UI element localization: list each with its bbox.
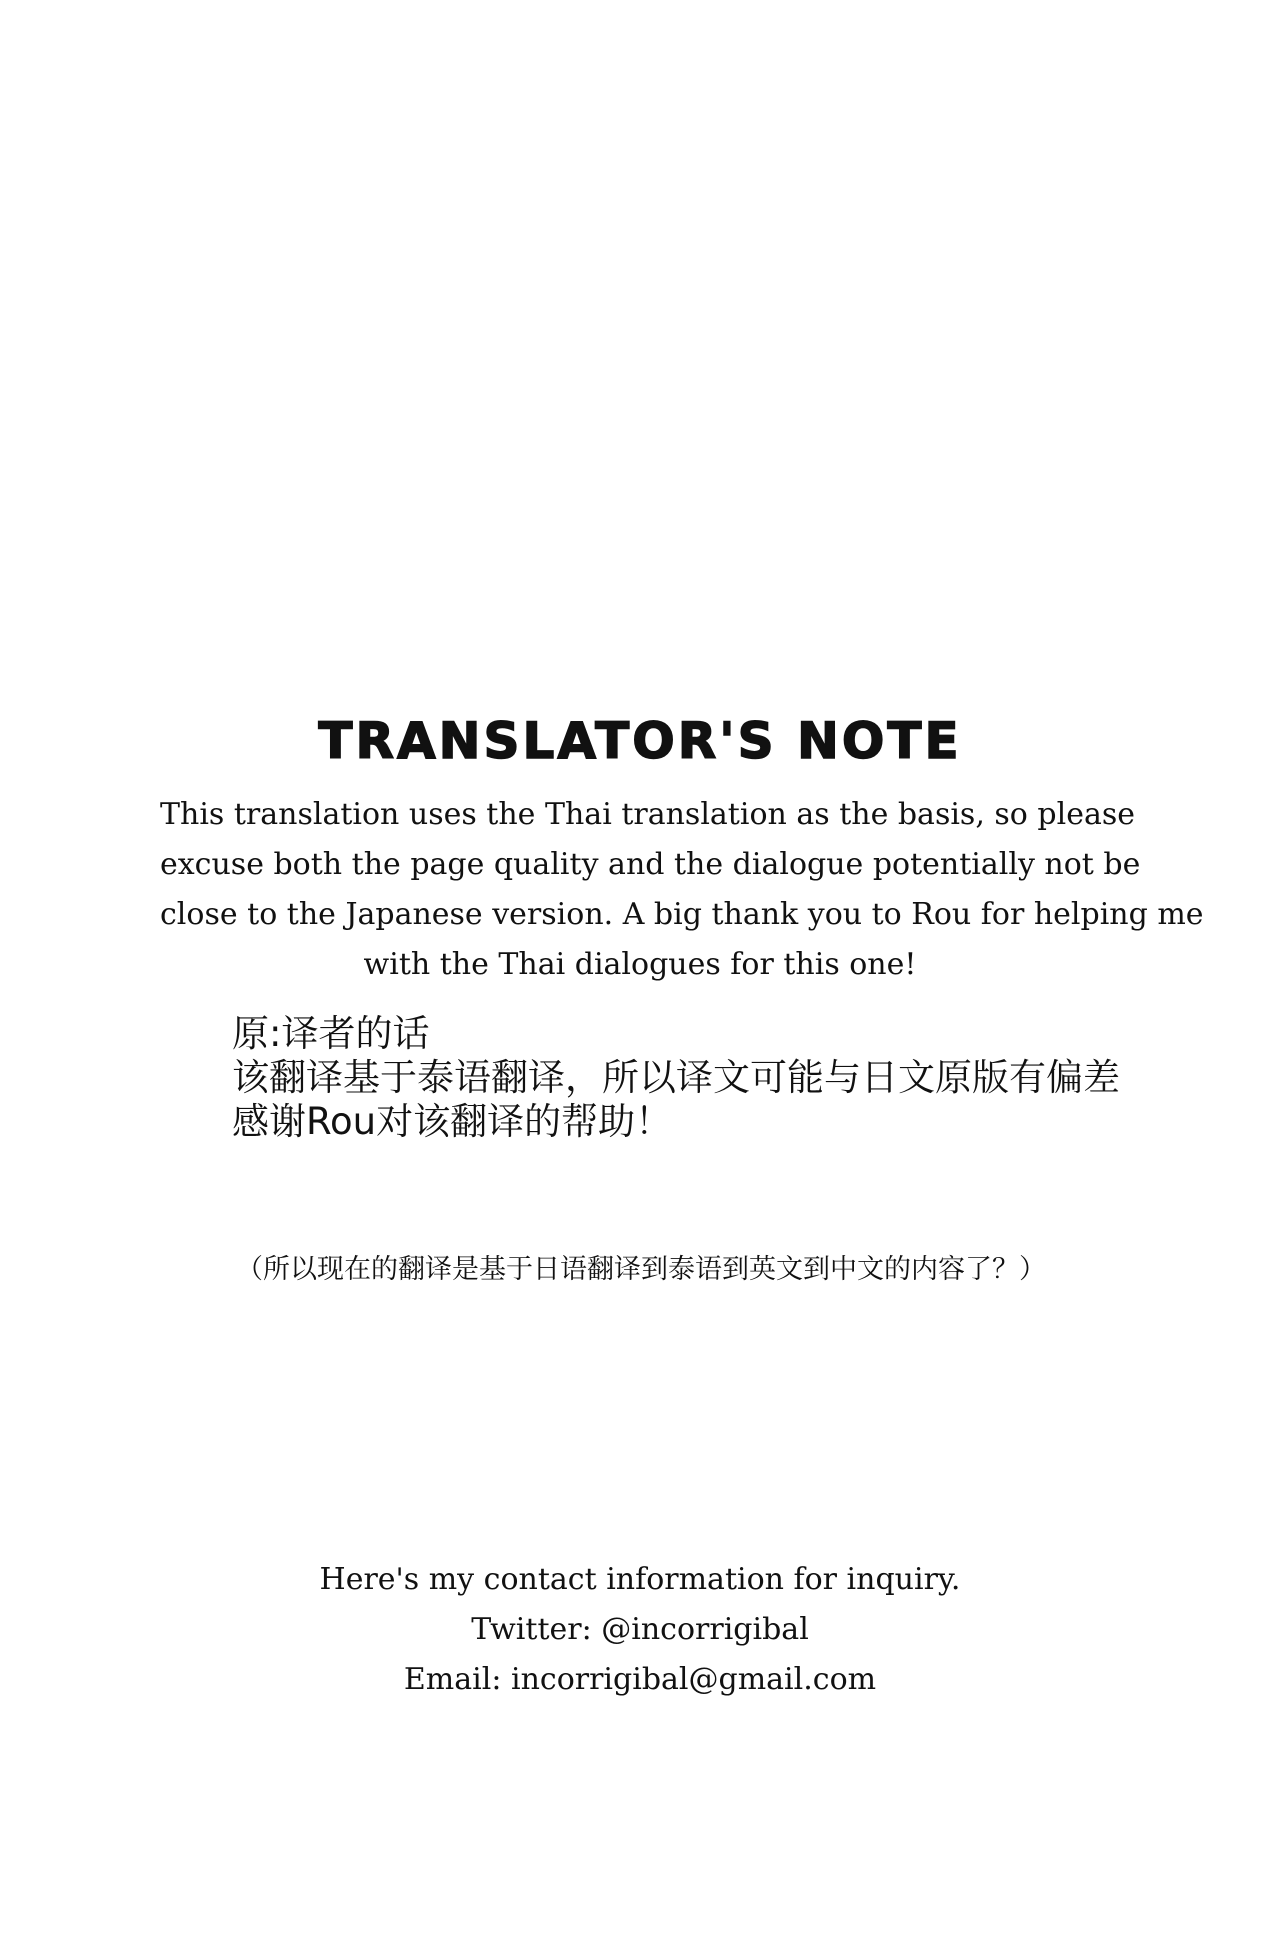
note-line: excuse both the page quality and the dialogue potentially not be: [160, 847, 1141, 882]
note-line: This translation uses the Thai translation as the basis, so please: [160, 797, 1135, 832]
note-line: with the Thai dialogues for this one!: [363, 947, 917, 982]
chinese-translation-block: [232, 1012, 1232, 1144]
contact-intro: Here's my contact information for inquiry.: [319, 1562, 961, 1597]
contact-twitter: Twitter: @incorrigibal: [471, 1612, 809, 1647]
chinese-line: 感谢Rou对该翻译的帮助！: [232, 1100, 673, 1143]
chinese-line: 原:译者的话: [232, 1012, 430, 1055]
translator-note: [160, 790, 1204, 990]
chinese-line: 该翻译基于泰语翻译，所以译文可能与日文原版有偏差: [232, 1056, 1120, 1099]
chinese-aside-note: （所以现在的翻译是基于日语翻译到泰语到英文到中文的内容了？）: [236, 1254, 1046, 1285]
contact-info: [0, 1555, 1280, 1705]
contact-email: Email: incorrigibal@gmail.com: [403, 1662, 877, 1697]
note-line: close to the Japanese version. A big thank you to Rou for helping me: [160, 897, 1204, 932]
page-title: TRANSLATOR'S NOTE: [318, 712, 962, 770]
